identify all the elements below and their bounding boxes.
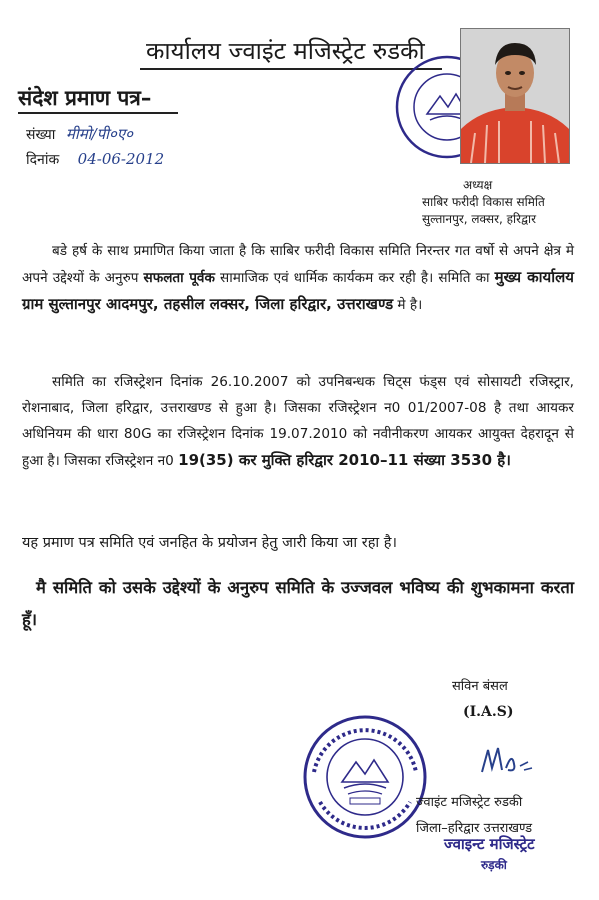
reference-number: [26, 124, 133, 144]
designation-stamp-line-1: ज्वाइन्ट मजिस्ट्रेट: [444, 835, 535, 853]
caption-place: सुल्तानपुर, लक्सर, हरिद्वार: [422, 212, 536, 226]
paragraph-4-wishes: मै समिति को उसके उद्देश्यों के अनुरुप समिति के उज्जवल भविष्य की शुभकामना करता हूँ।: [22, 578, 574, 629]
paragraph-3: यह प्रमाण पत्र समिति एवं जनहित के प्रयोजन हेतु जारी किया जा रहा है।: [22, 535, 397, 551]
signatory-service: (I.A.S): [463, 704, 514, 720]
certificate-title-underline: [18, 112, 178, 114]
paragraph-1-end: मे है।: [393, 297, 423, 313]
signatory-designation: ज्वाइंट मजिस्ट्रेट रुडकी: [416, 795, 523, 810]
caption-role: अध्यक्ष: [463, 178, 493, 192]
reference-date: [26, 150, 164, 169]
number-value: मीमो/पी०ए०: [65, 125, 133, 143]
paragraph-1-emphasis: सफलता पूर्वक: [143, 270, 215, 286]
number-label: संख्या: [26, 127, 56, 143]
designation-stamp-line-2: रुड़की: [481, 858, 507, 872]
paragraph-2: [22, 369, 574, 474]
bottom-seal-stamp: [300, 712, 430, 842]
tax-exemption-number: 19(35) कर मुक्ति हरिद्वार 2010–11 संख्या 3530 है।: [178, 451, 511, 469]
chairman-photo: [460, 28, 570, 164]
office-title: कार्यालय ज्वाइंट मजिस्ट्रेट रुडकी: [146, 37, 425, 65]
portrait-image: [461, 29, 569, 163]
paragraph-2-text: समिति का रजिस्ट्रेशन दिनांक 26.10.2007 को उपनिबन्धक चिट्स फंड्स एवं सोसायटी रजिस्ट्रार, रोशनाबाद, जिला हरिद्वार, उत्तराखण्ड से हुआ है। जिसका रजिस्ट्रेशन न0 01/2007-08 है तथा आयकर अधिनियम की धारा 80G का रजिस्ट्रेशन दिनांक 19.07.2010 को नवीनीकरण आयकर आयुक्त देहरादून से हुआ है। जिसका रजिस्ट्रेशन न0: [22, 374, 574, 469]
caption-organization: साबिर फरीदी विकास समिति: [422, 195, 545, 209]
certificate-title: संदेश प्रमाण पत्र–: [18, 86, 152, 110]
date-label: दिनांक: [26, 152, 60, 168]
paragraph-1-text: बडे हर्ष के साथ प्रमाणित किया जाता है कि साबिर फरीदी विकास समिति निरन्तर गत वर्षो से अपने क्षेत्र मे अपने उद्देश्यों के अनुरुप: [22, 243, 574, 286]
paragraph-1: [22, 238, 574, 318]
date-value: 04-06-2012: [77, 150, 165, 168]
signatory-district: जिला–हरिद्वार उत्तराखण्ड: [416, 821, 533, 836]
office-address: मुख्य कार्यालय ग्राम सुल्तानपुर आदमपुर, तहसील लक्सर, जिला हरिद्वार, उत्तराखण्ड: [22, 268, 574, 313]
signatory-name: सविन बंसल: [452, 679, 508, 694]
handwritten-signature: [478, 742, 538, 782]
paragraph-1-text-2: सामाजिक एवं धार्मिक कार्यकम कर रही है। समिति का: [214, 270, 495, 286]
